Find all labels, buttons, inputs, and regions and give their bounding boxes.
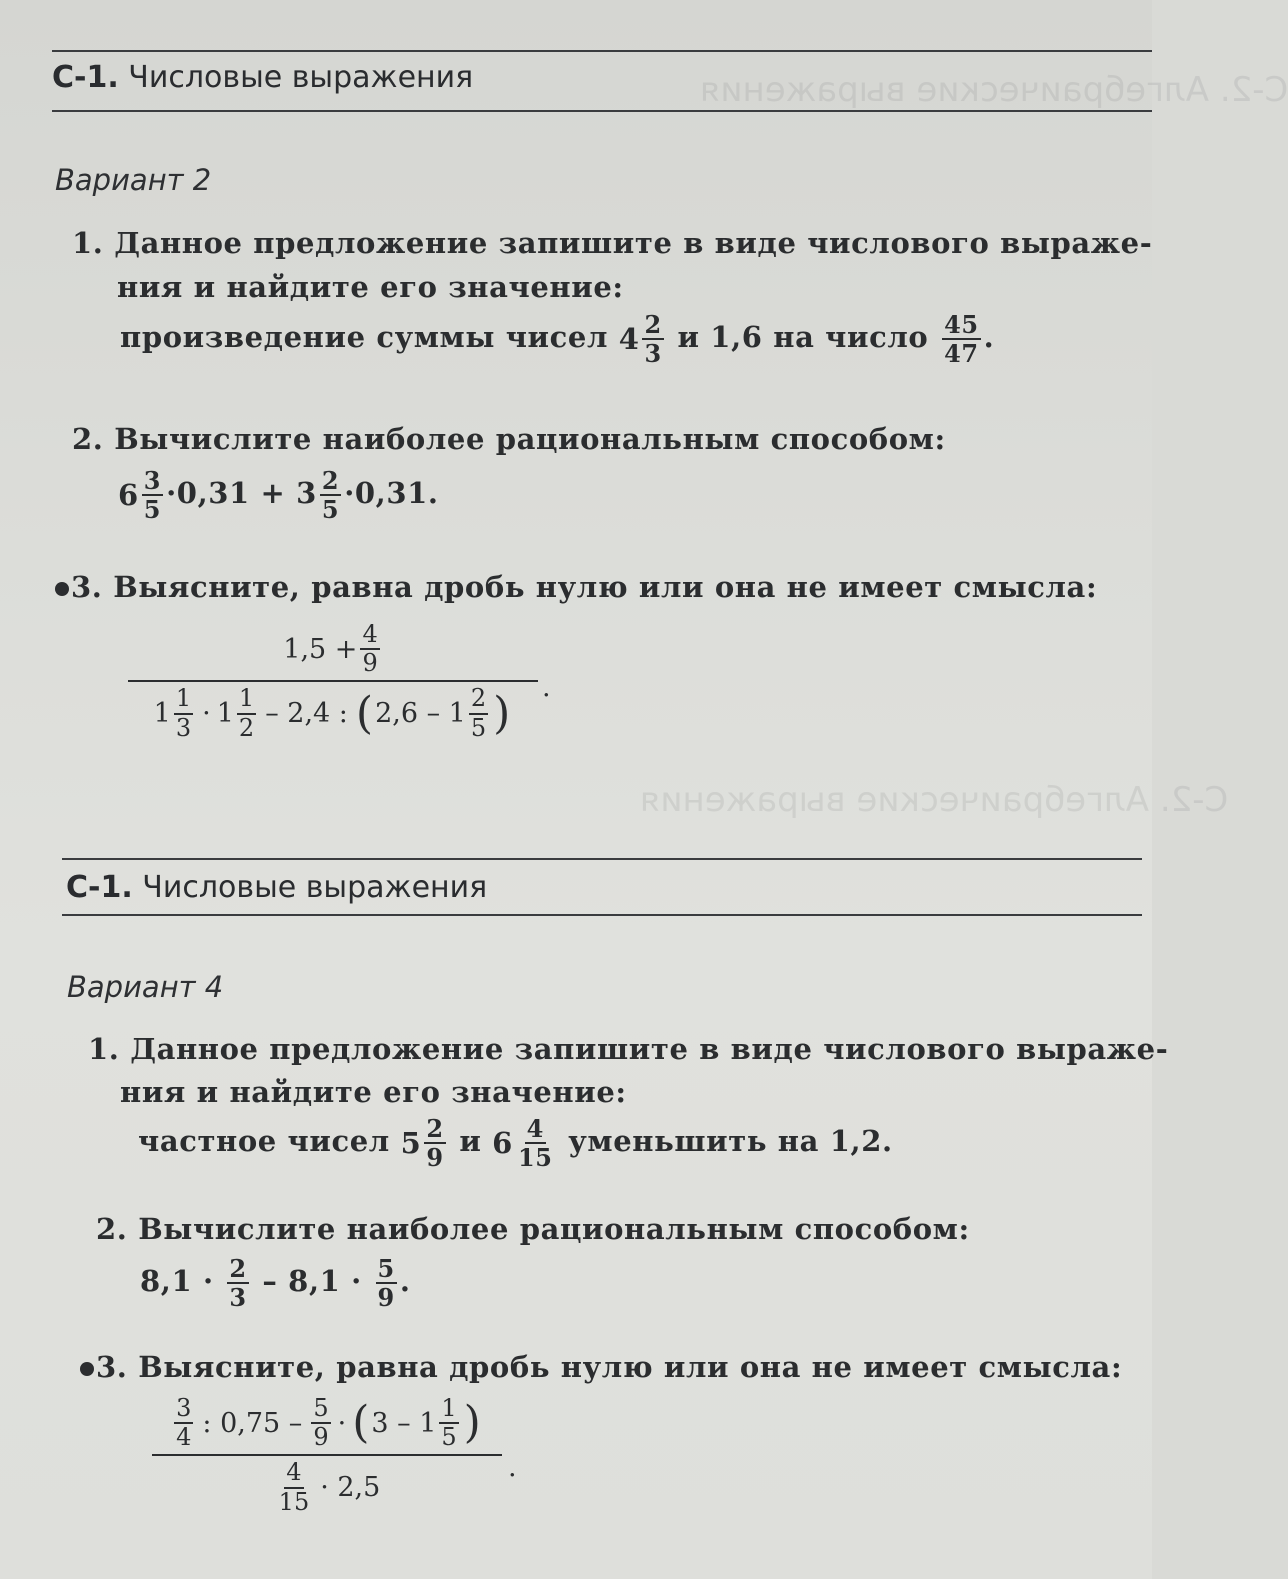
denominator: 9 xyxy=(313,1423,329,1452)
denominator: 5 xyxy=(321,495,340,525)
task-number: 3. xyxy=(71,570,103,604)
task-number: 1. xyxy=(88,1032,120,1066)
task-2-line xyxy=(96,1212,970,1246)
task-3-fraction xyxy=(128,622,538,741)
whole-part: 6 xyxy=(492,1126,513,1161)
numerator: 1 xyxy=(237,686,256,714)
expr-text: произведение суммы чисел xyxy=(120,320,608,355)
denominator: 47 xyxy=(944,339,979,369)
whole-part: 1 xyxy=(216,698,234,730)
mixed-number xyxy=(118,466,166,525)
task-3-line xyxy=(80,1350,1122,1384)
task-3-line xyxy=(55,570,1097,604)
numerator: 45 xyxy=(944,310,979,339)
numerator: 4 xyxy=(284,1460,303,1488)
task-text: Выясните, равна дробь нулю или она не имеет смысла: xyxy=(113,570,1098,604)
header-rule-bottom xyxy=(62,914,1142,916)
mixed-number xyxy=(154,686,196,740)
task-2-expression xyxy=(140,1254,411,1313)
denominator: 3 xyxy=(644,339,662,369)
fraction xyxy=(439,1396,458,1450)
task-2-expression xyxy=(118,466,439,525)
mixed-number xyxy=(400,1114,449,1173)
fraction xyxy=(320,466,341,525)
section-header xyxy=(66,870,487,905)
denominator: 9 xyxy=(362,649,378,678)
fraction-denominator xyxy=(154,682,513,740)
task-text: Данное предложение запишите в виде числового выраже- xyxy=(130,1032,1169,1066)
fraction xyxy=(360,622,379,676)
expr-text: – 2,4 : xyxy=(265,698,348,730)
mixed-number xyxy=(217,686,259,740)
mixed-number xyxy=(492,1114,557,1173)
bullet-icon xyxy=(55,582,69,596)
numerator: 1 xyxy=(439,1396,458,1424)
denominator: 5 xyxy=(441,1423,457,1452)
task-text: Вычислите наиболее рациональным способом: xyxy=(114,422,946,456)
task-number: 1. xyxy=(72,226,104,260)
right-paren: ) xyxy=(463,1397,481,1449)
numerator: 5 xyxy=(311,1396,330,1424)
left-paren: ( xyxy=(352,1397,370,1449)
task-number: 2. xyxy=(96,1212,128,1246)
mixed-number xyxy=(618,310,667,369)
task-number: 3. xyxy=(96,1350,128,1384)
section-code: С-1. xyxy=(66,870,133,905)
fraction xyxy=(227,1254,248,1313)
task-text: Данное предложение запишите в виде числового выраже- xyxy=(114,226,1153,260)
fraction xyxy=(469,686,488,740)
expr-text: и xyxy=(459,1124,482,1159)
task-3-fraction xyxy=(152,1396,502,1515)
fraction-numerator xyxy=(283,622,382,680)
fraction xyxy=(237,686,256,740)
fraction xyxy=(311,1396,330,1450)
fraction xyxy=(642,310,663,369)
left-paren: ( xyxy=(355,687,374,739)
task-2-line xyxy=(72,422,946,456)
denominator: 5 xyxy=(470,713,487,742)
fraction-numerator xyxy=(171,1396,483,1454)
fraction xyxy=(516,1114,555,1173)
denominator: 5 xyxy=(143,495,162,525)
expr-text: 1,5 + xyxy=(283,633,358,665)
fraction xyxy=(174,686,193,740)
denominator: 3 xyxy=(229,1283,247,1313)
task-1-line-1 xyxy=(72,226,1152,260)
denominator: 3 xyxy=(175,713,192,742)
fraction-denominator xyxy=(274,1456,381,1514)
fraction xyxy=(142,466,163,525)
denominator: 2 xyxy=(238,713,255,742)
task-number: 2. xyxy=(72,422,104,456)
expr-text: частное чисел xyxy=(138,1124,390,1159)
expr-text: ·0,31. xyxy=(344,476,439,511)
task-1-line-2: ния и найдите его значение: xyxy=(120,1075,627,1109)
fraction xyxy=(174,1396,193,1450)
numerator: 1 xyxy=(174,686,193,714)
numerator: 3 xyxy=(174,1396,193,1424)
section-code: С-1. xyxy=(52,60,119,95)
numerator: 5 xyxy=(377,1254,395,1283)
whole-part: 1 xyxy=(153,698,171,730)
period: . xyxy=(983,320,995,355)
numerator: 2 xyxy=(469,686,488,714)
variant-title: Вариант 4 xyxy=(67,970,224,1004)
numerator: 4 xyxy=(526,1114,544,1143)
header-rule-top xyxy=(52,50,1152,52)
whole-part: 6 xyxy=(118,478,139,513)
expr-text: уменьшить на 1,2. xyxy=(568,1124,893,1159)
task-text: Выясните, равна дробь нулю или она не имеет смысла: xyxy=(138,1350,1123,1384)
expr-text: · 2,5 xyxy=(320,1472,381,1504)
expr-text: 8,1 · xyxy=(140,1264,214,1299)
task-1-expression xyxy=(138,1114,893,1173)
expr-text: и 1,6 на число xyxy=(677,320,929,355)
denominator: 15 xyxy=(278,1487,310,1516)
operator: · xyxy=(202,698,211,730)
expr-text: 2,6 – 1 xyxy=(375,698,466,730)
period: . xyxy=(542,672,551,703)
fraction xyxy=(942,310,981,369)
bleed-through-text: С-2. Алгебраические выражения xyxy=(640,780,1229,820)
task-1-line-1 xyxy=(88,1032,1168,1066)
header-rule-top xyxy=(62,858,1142,860)
header-rule-bottom xyxy=(52,110,1152,112)
denominator: 4 xyxy=(176,1423,192,1452)
period: . xyxy=(399,1264,411,1299)
task-1-expression xyxy=(120,310,995,369)
bleed-through-text: С-2. Алгебраические выражения xyxy=(700,70,1288,110)
denominator: 15 xyxy=(517,1143,553,1173)
expr-text: : 0,75 – xyxy=(202,1407,303,1439)
whole-part: 4 xyxy=(618,322,640,357)
fraction xyxy=(424,1114,445,1173)
expr-text: ·0,31 + 3 xyxy=(166,476,317,511)
expr-text: 3 – 1 xyxy=(371,1407,437,1439)
operator: · xyxy=(337,1407,347,1439)
section-title: Числовые выражения xyxy=(128,60,474,95)
numerator: 3 xyxy=(143,466,162,495)
fraction xyxy=(376,1254,397,1313)
section-title: Числовые выражения xyxy=(142,870,488,905)
variant-title: Вариант 2 xyxy=(55,163,212,197)
task-text: Вычислите наиболее рациональным способом: xyxy=(138,1212,970,1246)
section-header xyxy=(52,60,473,95)
period: . xyxy=(508,1452,517,1483)
numerator: 2 xyxy=(321,466,340,495)
numerator: 2 xyxy=(426,1114,444,1143)
fraction xyxy=(277,1460,312,1514)
numerator: 4 xyxy=(360,622,379,650)
denominator: 9 xyxy=(377,1283,395,1313)
numerator: 2 xyxy=(644,310,662,339)
right-paren: ) xyxy=(493,687,511,739)
task-1-line-2: ния и найдите его значение: xyxy=(117,270,624,304)
bullet-icon xyxy=(80,1362,94,1376)
whole-part: 5 xyxy=(400,1126,422,1161)
expr-text: – 8,1 · xyxy=(262,1264,362,1299)
numerator: 2 xyxy=(229,1254,247,1283)
denominator: 9 xyxy=(426,1143,444,1173)
